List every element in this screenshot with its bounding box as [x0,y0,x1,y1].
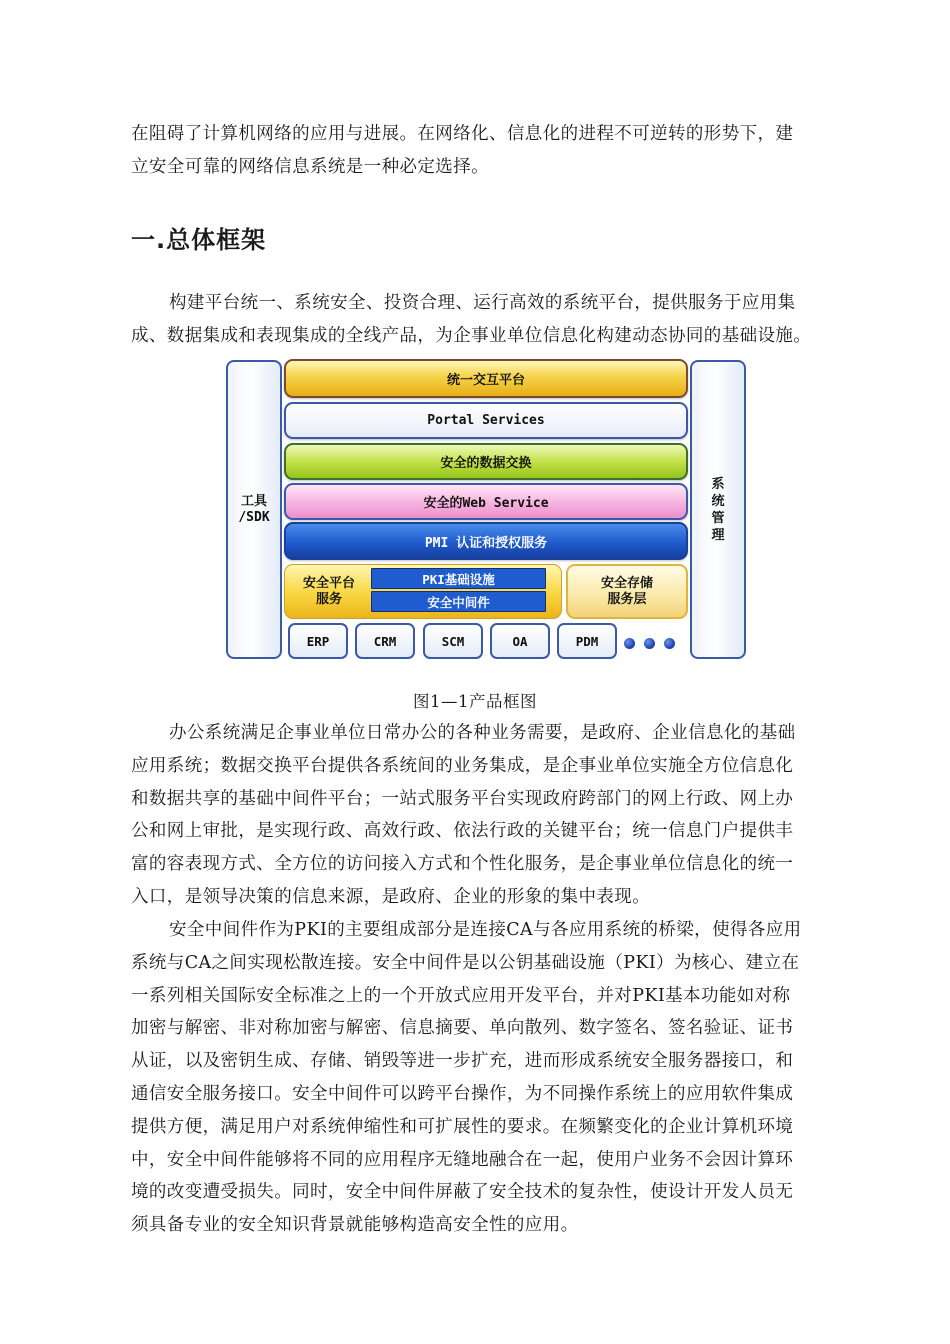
app-crm-box: CRM [355,623,415,659]
text-line: 从证，以及密钥生成、存储、销毁等进一步扩充，进而形成系统安全服务器接口，和 [131,1051,794,1072]
office-system-paragraph [131,717,837,914]
figure-caption: 图1—1产品框图 [413,692,537,711]
label-line: 安全平台 [303,575,356,591]
secure-storage-box [566,564,688,619]
text-line: 入口，是领导决策的信息来源，是政府、企业的形象的集中表现。 [131,886,651,907]
text-line: 公和网上审批，是实现行政、高效行政、依法行政的关键平台；统一信息门户提供丰 [131,821,794,842]
pki-infrastructure-box: PKI基础设施 [371,568,546,589]
product-framework-diagram [224,358,748,661]
text-line: 中，安全中间件能够将不同的应用程序无缝地融合在一起，使用户业务不会因计算环 [131,1149,794,1170]
app-oa-box: OA [490,623,550,659]
text-line: 和数据共享的基础中间件平台；一站式服务平台实现政府跨部门的网上行政、网上办 [131,788,794,809]
unified-interaction-layer: 统一交互平台 [284,359,688,398]
mgmt-char: 统 [711,493,725,509]
text-line: 提供方便，满足用户对系统伸缩性和可扩展性的要求。在频繁变化的企业计算机环境 [131,1116,794,1137]
mgmt-char: 系 [711,476,725,492]
text-line: 系统与CA之间实现松散连接。安全中间件是以公钥基础设施（PKI）为核心、建立在 [131,952,800,973]
pmi-auth-layer: PMI 认证和授权服务 [284,522,688,560]
security-platform-label [303,576,355,608]
intro-paragraph [131,118,837,184]
framework-paragraph [131,287,837,353]
mgmt-char: 管 [711,510,725,526]
label-line: 服务 [316,591,343,607]
label-line: 服务层 [607,591,647,607]
app-erp-box: ERP [288,623,348,659]
text-line: 境的改变遭受损失。同时，安全中间件屏蔽了安全技术的复杂性，使设计开发人员无 [131,1182,794,1203]
tools-sdk-box [226,360,282,659]
security-middleware-box: 安全中间件 [371,591,546,612]
text-line: 在阻碍了计算机网络的应用与进展。在网络化、信息化的进程不可逆转的形势下，建 [131,124,794,144]
ellipsis-dot [664,638,675,649]
text-line: 一系列相关国际安全标准之上的一个开放式应用开发平台，并对PKI基本功能如对称 [131,985,791,1006]
web-service-layer: 安全的Web Service [284,483,688,520]
portal-services-layer: Portal Services [284,402,688,439]
ellipsis-dot [624,638,635,649]
text-line: 应用系统；数据交换平台提供各系统间的业务集成，是企事业单位实施全方位信息化 [131,755,794,776]
middleware-paragraph [131,914,837,1242]
text-line: 办公系统满足企事业单位日常办公的各种业务需要，是政府、企业信息化的基础 [169,723,796,743]
text-line: 通信安全服务接口。安全中间件可以跨平台操作，为不同操作系统上的应用软件集成 [131,1083,794,1104]
sdk-label: /SDK [238,509,270,525]
ellipsis-dot [644,638,655,649]
app-scm-box: SCM [423,623,483,659]
text-line: 构建平台统一、系统安全、投资合理、运行高效的系统平台，提供服务于应用集 [169,293,796,313]
mgmt-char: 理 [711,527,725,543]
tools-label: 工具 [240,493,267,509]
label-line: 安全存储 [600,575,653,591]
text-line: 加密与解密、非对称加密与解密、信息摘要、单向散列、数字签名、签名验证、证书 [131,1018,794,1039]
data-exchange-layer: 安全的数据交换 [284,443,688,480]
text-line: 成、数据集成和表现集成的全线产品，为企事业单位信息化构建动态协同的基础设施。 [131,325,812,346]
app-pdm-box: PDM [557,623,617,659]
text-line: 安全中间件作为PKI的主要组成部分是连接CA与各应用系统的桥梁，使得各应用 [169,920,802,940]
section-heading: 一.总体框架 [131,226,267,254]
text-line: 富的容表现方式、全方位的访问接入方式和个性化服务，是企事业单位信息化的统一 [131,854,794,875]
text-line: 立安全可靠的网络信息系统是一种必定选择。 [131,156,489,177]
system-management-box [690,360,746,659]
text-line: 须具备专业的安全知识背景就能够构造高安全性的应用。 [131,1215,579,1236]
